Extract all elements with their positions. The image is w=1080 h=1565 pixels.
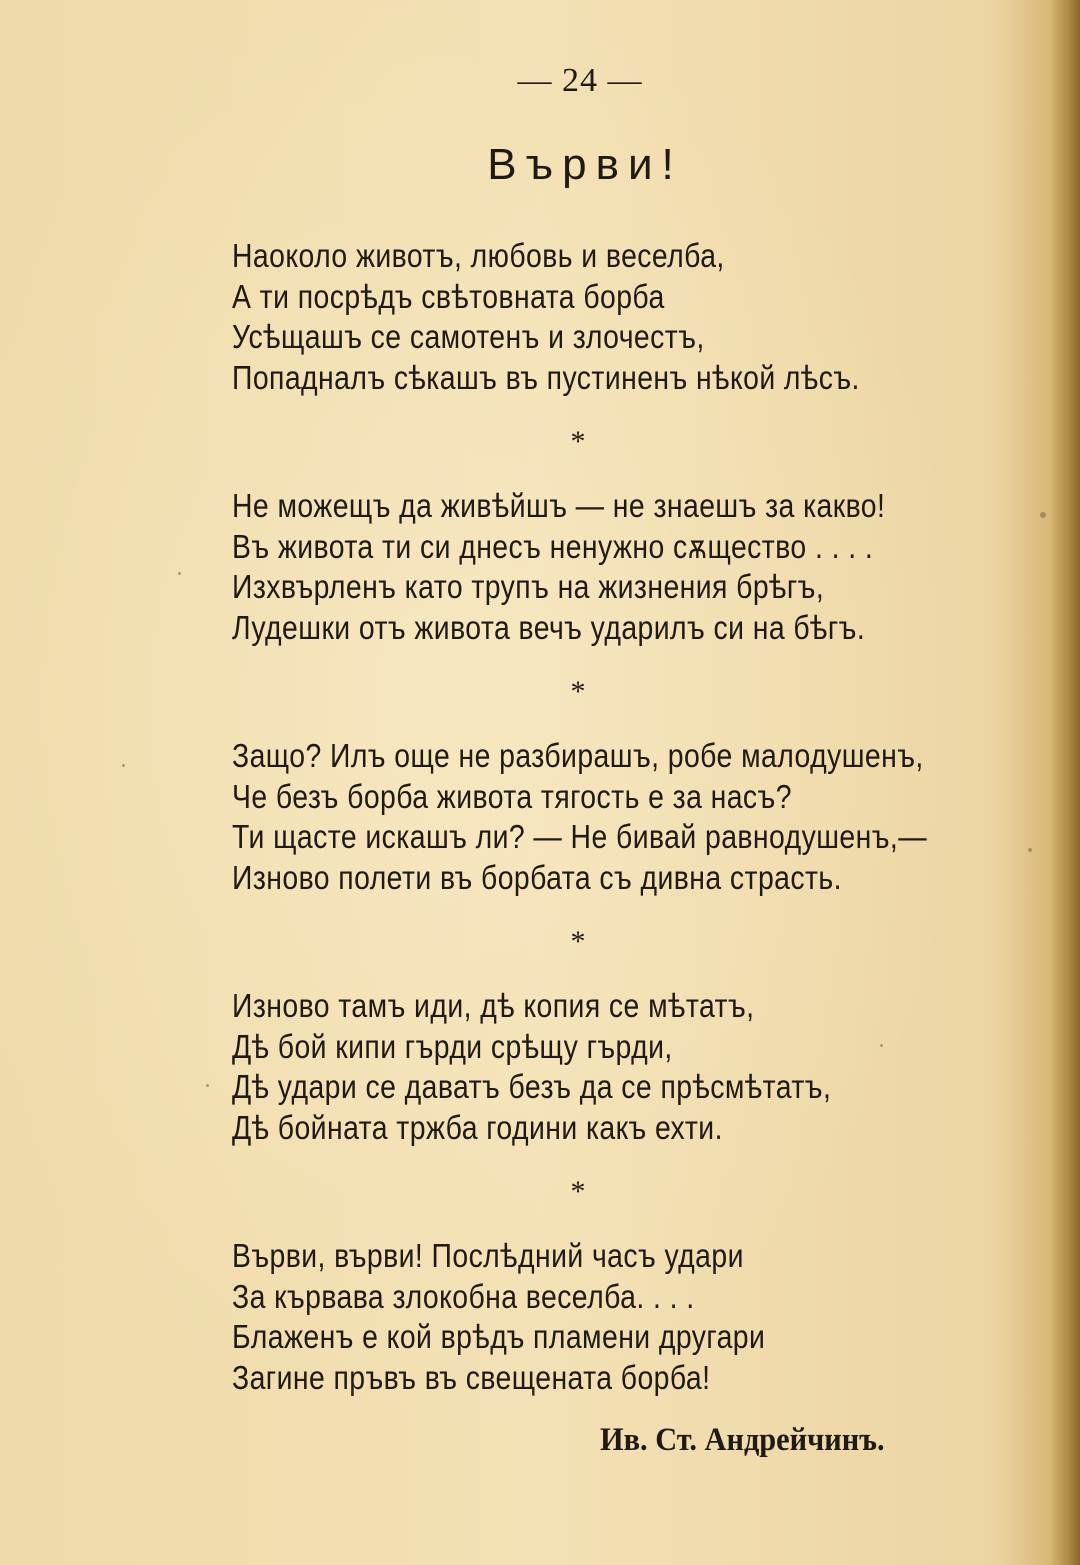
poem-line: Върви, върви! Послѣдний часъ удари xyxy=(232,1237,744,1274)
stanza-1 xyxy=(232,236,1032,398)
poem-body xyxy=(232,236,1032,1398)
poem-line: За кървава злокобна веселба. . . . xyxy=(232,1277,695,1315)
poem-line: Загине пръвъ въ свещената борба! xyxy=(232,1358,711,1396)
poem-title: Върви! xyxy=(487,140,683,189)
stanza-separator: * xyxy=(570,925,586,958)
stanza-4 xyxy=(232,986,1032,1148)
author-signature: Ив. Ст. Андрейчинъ. xyxy=(600,1422,885,1458)
paper-speck xyxy=(122,764,125,767)
stanza-5 xyxy=(232,1236,1032,1398)
stanza-separator: * xyxy=(570,1175,586,1208)
poem-line: Усѣщашъ се самотенъ и злочестъ, xyxy=(232,318,705,355)
paper-speck xyxy=(178,572,181,575)
stanza-separator: * xyxy=(570,675,586,708)
paper-speck xyxy=(1028,848,1032,852)
poem-line: Дѣ удари се даватъ безъ да се прѣсмѣтатъ, xyxy=(232,1068,832,1105)
poem-line: Наоколо животъ, любовь и веселба, xyxy=(232,237,725,274)
stanza-3 xyxy=(232,736,1032,898)
poem-line: Ти щасте искашъ ли? — Не бивай равнодушенъ,— xyxy=(232,818,928,855)
poem-line: Че безъ борба живота тягость е за насъ? xyxy=(232,777,792,815)
stanza-separator: * xyxy=(570,425,586,458)
poem-line: Лудешки отъ живота вечъ ударилъ си на бѣгъ. xyxy=(232,608,866,646)
poem-line: Дѣ бойната тржба години какъ ехти. xyxy=(232,1108,723,1146)
poem-line: Изново тамъ иди, дѣ копия се мѣтатъ, xyxy=(232,987,755,1024)
poem-line: Не можещъ да живѣйшъ — не знаешъ за какво! xyxy=(232,487,886,524)
paper-speck xyxy=(880,1044,883,1047)
stanza-2 xyxy=(232,486,1032,648)
page-number: — 24 — xyxy=(517,62,643,99)
page-edge-shadow xyxy=(1050,0,1080,1565)
poem-line: Изхвърленъ като трупъ на жизнения брѣгъ, xyxy=(232,568,825,605)
poem-line: А ти посрѣдъ свѣтовната борба xyxy=(232,277,665,315)
poem-line: Дѣ бой кипи гърди срѣщу гърди, xyxy=(232,1027,673,1065)
paper-speck xyxy=(1040,512,1046,518)
poem-line: Попадналъ сѣкашъ въ пустиненъ нѣкой лѣсъ. xyxy=(232,358,860,396)
poem-line: Блаженъ е кой врѣдъ пламени другари xyxy=(232,1318,766,1355)
poem-line: Защо? Илъ още не разбирашъ, робе малодушенъ, xyxy=(232,737,924,774)
paper-speck xyxy=(206,1084,209,1087)
poem-line: Въ живота ти си днесъ ненужно сѫщество . . . . xyxy=(232,527,874,565)
poem-line: Изново полети въ борбата съ дивна страсть. xyxy=(232,858,842,896)
